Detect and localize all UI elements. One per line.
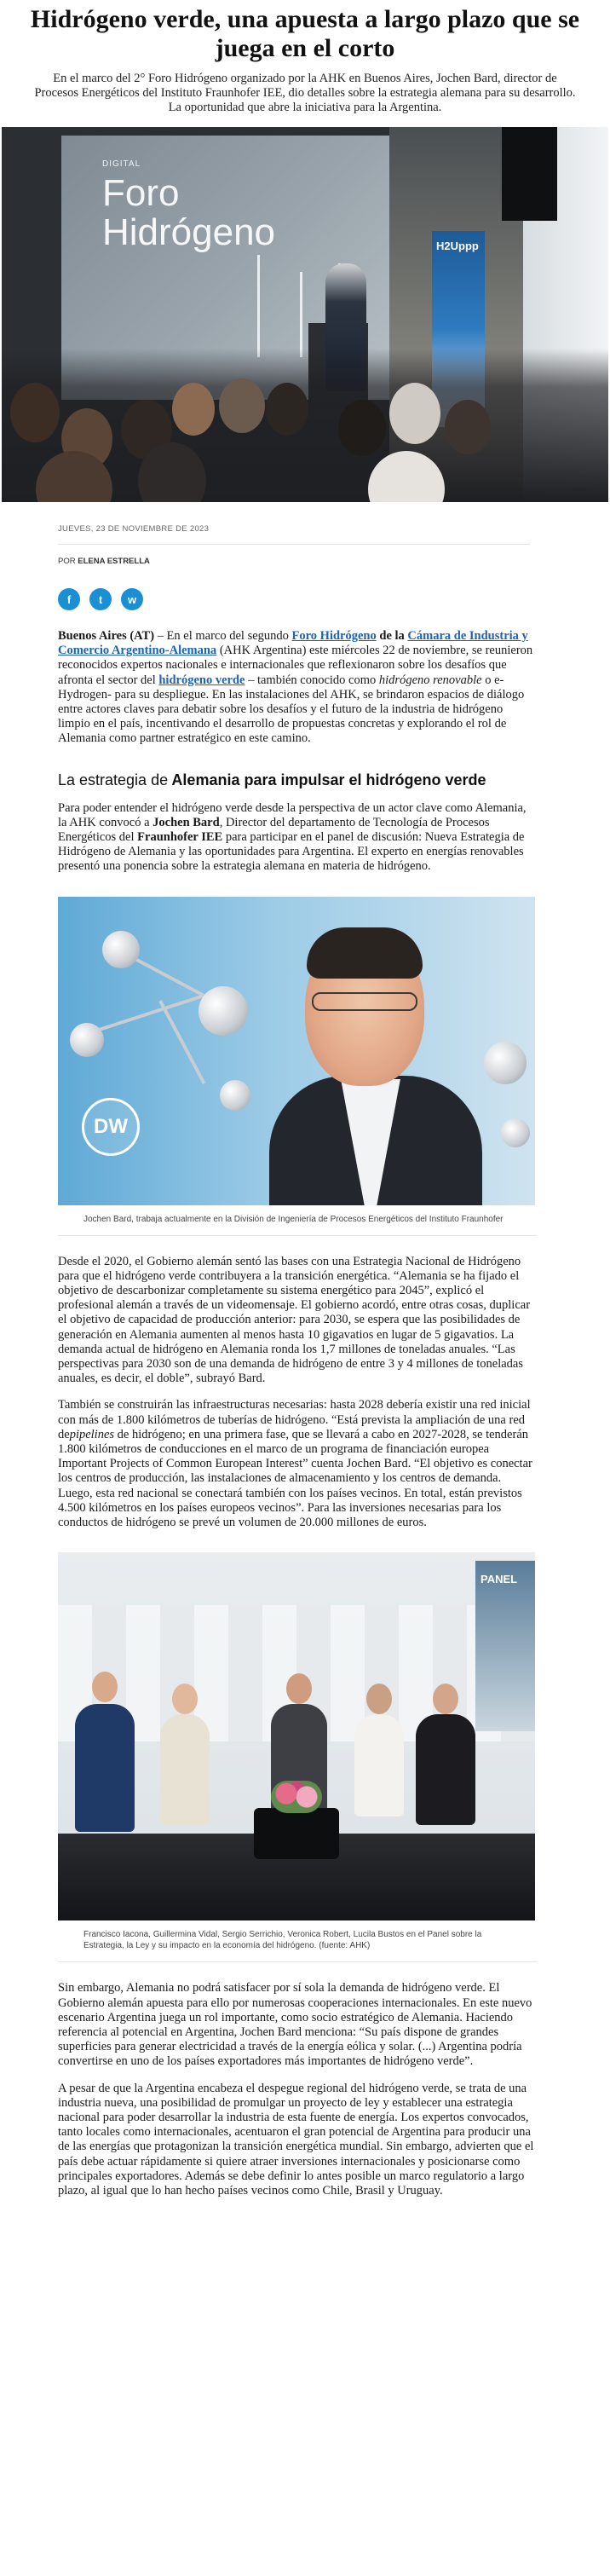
- link-hidrogeno-verde[interactable]: hidrógeno verde: [158, 673, 245, 687]
- heading-bold: Alemania para impulsar el hidrógeno verde: [168, 771, 486, 788]
- audience-head: [338, 400, 386, 456]
- text-run-italic: pipelines: [69, 1427, 115, 1441]
- share-buttons: [0, 566, 610, 610]
- paragraph-infrastructure: [58, 1398, 537, 1530]
- section-heading: [58, 771, 537, 789]
- figure-caption: Francisco Iacona, Guillermina Vidal, Sergio Serrichio, Veronica Robert, Lucila Bustos en el Panel sobre la Estrategia, la Ley y su impacto en la economía del hidrógeno. (fuente: AHK): [58, 1920, 537, 1962]
- figure-portrait: [58, 897, 537, 1236]
- audience-head: [219, 378, 265, 433]
- audience-head: [10, 383, 60, 442]
- text-run: o e-Hydrogen- para su despliegue. En las instalaciones del AHK, se brindaron espacios de diálogo entre actores claves para debatir sobre los desafíos y el futuro de la industria de hidrógeno limpio en el país, incentivando el desarrollo de propuestas concretas y explorando el rol de Alemania como partner estratégico en este camino.: [58, 673, 525, 746]
- text-run-italic: hidrógeno renovable: [378, 673, 482, 687]
- panelist: [416, 1714, 475, 1825]
- panelist: [75, 1704, 135, 1832]
- flower-arrangement: [271, 1781, 322, 1813]
- dw-logo: DW: [82, 1098, 140, 1156]
- paragraph-bard: [58, 801, 537, 875]
- turbine-shape: [257, 255, 260, 357]
- stage-table: [254, 1808, 339, 1859]
- article-byline: [0, 545, 610, 566]
- audience-head: [445, 400, 491, 454]
- molecule-atom: [70, 1023, 104, 1057]
- wall-tv: [502, 127, 557, 221]
- side-screen: [475, 1561, 535, 1731]
- byline-author[interactable]: ELENA ESTRELLA: [78, 557, 150, 566]
- screen-title-line1: Foro: [102, 172, 180, 214]
- text-run: – En el marco del segundo: [154, 629, 292, 643]
- text-run: para participar en el panel de discusión: Nueva Estrategia de Hidrógeno de Alemania y las oportunidades para Argentina. El experto en energías renovables presentó una ponencia sobre la estrategia alemana en materia de hidrógeno.: [58, 830, 525, 874]
- paragraph-cooperation: Sin embargo, Alemania no podrá satisfacer por sí sola la demanda de hidrógeno verde. El Gobierno alemán apuesta para ello por numerosas cooperaciones internacionales. En este nuevo escenario Argentina juega un rol importante, como socio estratégico de Alemania. Haciendo referencia al potencial en Argentina, Jochen Bard menciona: “Su país dispone de grandes superficies para generar electricidad a través de la energía eólica y solar. (...) Argentina podría convertirse en uno de los países exportadores más importantes de hidrógeno verde”.: [58, 1981, 532, 2069]
- figure-panel: [58, 1552, 537, 1962]
- turbine-shape: [300, 272, 302, 357]
- facebook-icon: f: [66, 592, 72, 606]
- screen-title-line2: Hidrógeno: [102, 211, 276, 253]
- molecule-bond: [83, 993, 205, 1036]
- panel-image: [58, 1552, 535, 1920]
- text-run: (AHK Argentina) este miércoles 22 de noviembre, se reunieron reconocidos expertos nacionales e internacionales que reflexionaron sobre los desafíos que afronta el sector del: [58, 644, 533, 687]
- portrait-image: [58, 897, 535, 1205]
- figure-caption: Jochen Bard, trabaja actualmente en la División de Ingeniería de Procesos Energéticos del Instituto Fraunhofer: [58, 1205, 537, 1236]
- audience-head: [172, 383, 215, 436]
- twitter-share-button[interactable]: [89, 588, 112, 610]
- paragraph-argentina: A pesar de que la Argentina encabeza el despegue regional del hidrógeno verde, se trata de una industria nueva, una posibilidad de promulgar un proyecto de ley y establecer una estrategia nacional para poder desarrollar la industria de esta fuente de energía. Los expertos convocados, tanto locales como internacionales, acentuaron el gran potencial de Argentina para producir una de las energías que protagonizan la transición energética mundial. Sin embargo, advierten que el país debe actuar rápidamente si quiere atraer inversiones internacionales y posicionarse como principales exportadores. Además se debe definir lo antes posible un marco regulatorio a largo plazo, al igual que lo han hecho países vecinos como Chile, Brasil y Uruguay.: [58, 2081, 534, 2198]
- whatsapp-icon: w: [127, 592, 137, 606]
- molecule-atom: [199, 986, 248, 1036]
- text-run: de la: [376, 629, 408, 643]
- panelist: [354, 1714, 404, 1816]
- paragraph-intro: [58, 629, 537, 747]
- byline-prefix: POR: [58, 557, 76, 566]
- text-run: Para poder entender el hidrógeno verde desde la perspectiva de un actor clave como Alemania, la AHK convocó a: [58, 800, 527, 829]
- portrait-glasses: [312, 992, 417, 1011]
- article-date: JUEVES, 23 DE NOVIEMBRE DE 2023: [58, 524, 210, 534]
- twitter-icon: t: [98, 592, 103, 606]
- heading-plain: La estrategia de: [58, 771, 169, 788]
- molecule-atom: [102, 931, 140, 968]
- whatsapp-share-button[interactable]: [121, 588, 143, 610]
- panelist: [160, 1714, 210, 1825]
- screen-caption: DIGITAL: [102, 159, 141, 169]
- article-standfirst: En el marco del 2° Foro Hidrógeno organizado por la AHK en Buenos Aires, Jochen Bard, director de Procesos Energéticos del Instituto Fraunhofer IEE, dio detalles sobre la estrategia alemana para su desarrollo. La oportunidad que abre la iniciativa para la Argentina.: [34, 72, 576, 114]
- molecule-atom: [484, 1042, 527, 1084]
- article-headline: Hidrógeno verde, una apuesta a largo plazo que se juega en el corto: [30, 5, 580, 62]
- text-run-bold: Fraunhofer IEE: [137, 830, 223, 845]
- portrait-hair: [307, 927, 423, 979]
- screen-title: [102, 174, 275, 252]
- molecule-atom: [501, 1118, 530, 1147]
- article-body: [0, 610, 610, 2198]
- link-ahk[interactable]: Cámara de Industria y Comercio Argentino-Alemana: [58, 629, 528, 658]
- text-run: de hidrógeno; en una primera fase, que se llevará a cabo en 2027-2028, se tenderán 1.800 kilómetros de conducciones en el marco de un programa de financiación europea Important Projects of Common European Interest” cuenta Jochen Bard. “El objetivo es conectar los centros de producción, las instalaciones de almacenamiento y los centros de demanda. Luego, esta red nacional se conectará también con los países vecinos. En total, están previstos 4.500 kilómetros en los países europeos vecinos”. Para las inversiones necesarias para los conductos de hidrógeno se prevé un volumen de 20.000 millones de euros.: [58, 1427, 532, 1530]
- hero-image: [2, 127, 608, 502]
- facebook-share-button[interactable]: [58, 588, 80, 610]
- text-run: , Director del departamento de Tecnología de Procesos Energéticos del: [58, 815, 490, 845]
- banner-label: H2Uppp: [436, 240, 479, 252]
- paragraph-strategy: Desde el 2020, el Gobierno alemán sentó las bases con una Estrategia Nacional de Hidrógeno para que el hidrógeno verde contribuyera a la transición energética. “Alemania se ha fijado el objetivo de descarbonizar completamente su sistema energético para 2045”, explicó el profesional alemán a través de un videomensaje. El gobierno acordó, entre otras cosas, duplicar el objetivo de capacidad de producción anterior: para 2030, se espera que las posibilidades de generación en Alemania aumenten al menos hasta 10 gigavatios en lugar de 5 gigavatios. La demanda actual de hidrógeno en Alemania ronda los 1,7 millones de toneladas anuales. “Las perspectivas para 2030 son de una demanda de hidrógeno de entre 3 y 4 millones de toneladas anuales, es decir, el doble”, subrayó Bard.: [58, 1254, 531, 1386]
- molecule-atom: [220, 1080, 250, 1111]
- text-run: – también conocido como: [245, 673, 379, 687]
- side-screen-label: PANEL: [481, 1573, 518, 1586]
- link-foro-hidrogeno[interactable]: Foro Hidrógeno: [291, 629, 377, 643]
- audience-head: [389, 383, 440, 444]
- text-run-bold: Jochen Bard: [152, 815, 220, 829]
- dateline: Buenos Aires (AT): [58, 629, 155, 643]
- audience-head: [266, 383, 308, 436]
- text-run: También se construirán las infraestructuras necesarias: hasta 2028 debería existir una red inicial con más de 1.800 kilómetros de tuberías de hidrógeno. “Está prevista la ampliación de una red de: [58, 1398, 531, 1441]
